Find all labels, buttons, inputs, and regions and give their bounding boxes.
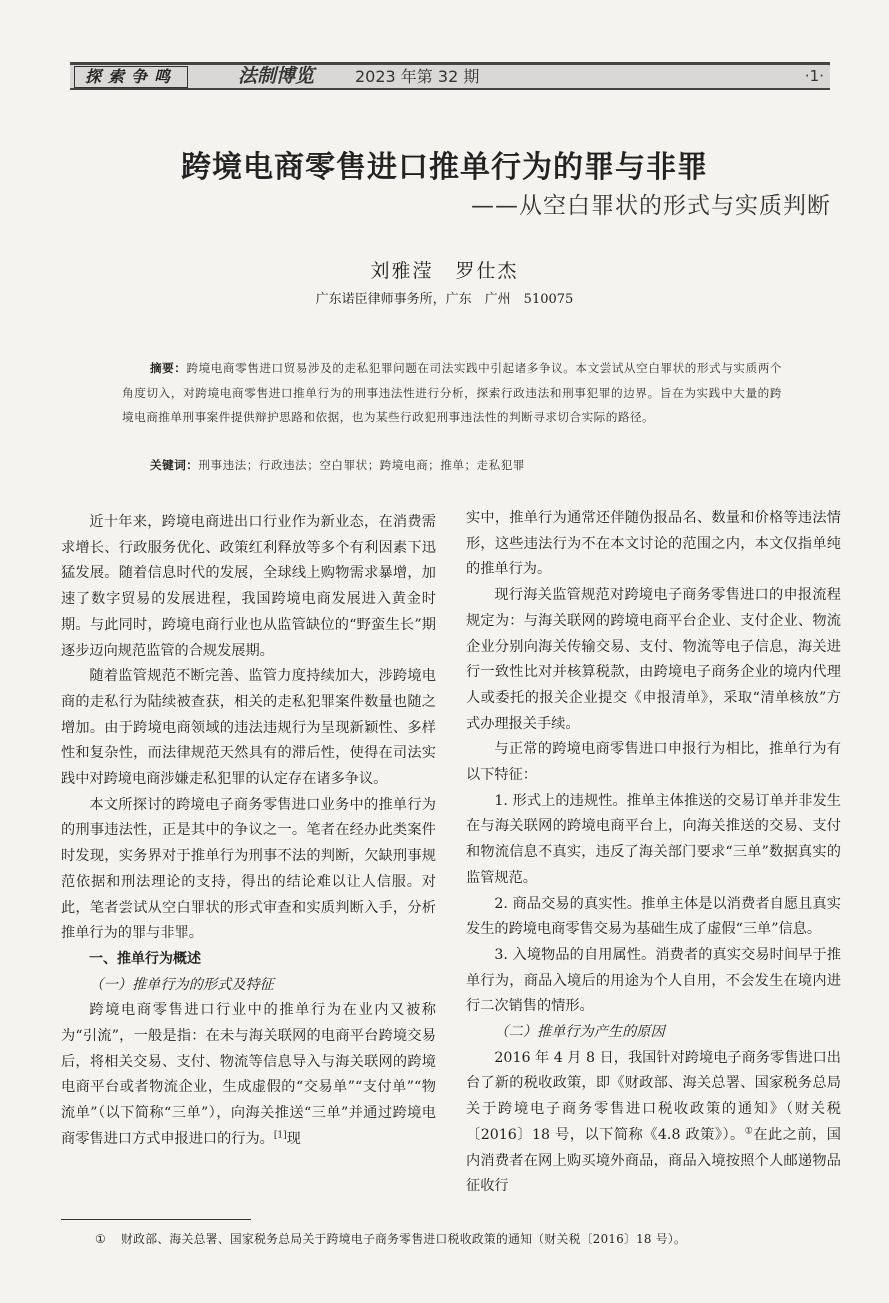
abstract-text: 跨境电商零售进口贸易涉及的走私犯罪问题在司法实践中引起诸多争议。本文尝试从空白罪状的形式与实质两个角度切入，对跨境电商零售进口推单行为的刑事违法性进行分析，探索行政违法和刑事犯罪的边界。旨在为实践中大量的跨境电商推单刑事案件提供辩护思路和依据，也为某些行政犯刑事违法性的判断寻求切合实际的路径。: [122, 361, 782, 424]
running-header: [70, 62, 830, 90]
body-paragraph: 近十年来，跨境电商进出口行业作为新业态，在消费需求增长、行政服务优化、政策红利释放等多个有利因素下迅猛发展。随着信息时代的发展，全球线上购物需求暴增，加速了数字贸易的发展进程，我国跨境电商发展进入黄金时期。与此同时，跨境电商行业也从监管缺位的“野蛮生长”期逐步迈向规范监管的合规发展期。: [61, 514, 436, 659]
left-column: [61, 510, 436, 1153]
body-paragraph: 本文所探讨的跨境电子商务零售进口业务中的推单行为的刑事违法性，正是其中的争议之一。笔者在经办此类案件时发现，实务界对于推单行为刑事不法的判断，欠缺刑事规范依据和刑法理论的支持，得出的结论难以让人信服。对此，笔者尝试从空白罪状的形式审查和实质判断入手，分析推单行为的罪与非罪。: [61, 796, 436, 942]
body-paragraph: 3. 入境物品的自用属性。消费者的真实交易时间早于推单行为，商品入境后的用途为个人自用，不会发生在境内进行二次销售的情形。: [466, 946, 841, 1015]
page-number: ·1·: [804, 67, 824, 85]
body-paragraph: 现行海关监管规范对跨境电子商务零售进口的申报流程规定为：与海关联网的跨境电商平台企业、支付企业、物流企业分别向海关传输交易、支付、物流等电子信息，海关进行一致性比对并核算税款，由跨境电子商务企业的境内代理人或委托的报关企业提交《申报清单》，采取“清单核放”方式办理报关手续。: [466, 587, 841, 732]
citation-ref[interactable]: [1]: [273, 1130, 287, 1141]
journal-name: 法制博览: [238, 65, 315, 87]
abstract: [122, 356, 782, 430]
section-heading: 一、推单行为概述: [89, 950, 201, 967]
footnote-ref[interactable]: ①: [744, 1126, 754, 1137]
body-paragraph: 1. 形式上的违规性。推单主体推送的交易订单并非发生在与海关联网的跨境电商平台上，向海关推送的交易、支付和物流信息不真实，违反了海关部门要求“三单”数据真实的监管规范。: [466, 792, 841, 886]
abstract-label: 摘要：: [150, 361, 187, 375]
body-text: 在此之前，国内消费者在网上购买境外商品，商品入境按照个人邮递物品征收行: [466, 1126, 841, 1195]
author-list: [0, 256, 889, 283]
body-paragraph: 2. 商品交易的真实性。推单主体是以消费者自愿且真实发生的跨境电商零售交易为基础生成了虚假“三单”信息。: [466, 895, 841, 938]
footnote-divider: [61, 1219, 251, 1220]
keywords-label: 关键词：: [150, 458, 199, 472]
subsection-heading: （二）推单行为产生的原因: [494, 1024, 665, 1041]
body-paragraph: 实中，推单行为通常还伴随伪报品名、数量和价格等违法情形，这些违法行为不在本文讨论的范围之内，本文仅指单纯的推单行为。: [466, 510, 841, 578]
body-paragraph: [466, 1046, 841, 1200]
article-subtitle: ——从空白罪状的形式与实质判断: [471, 193, 831, 219]
footnote-text: 财政部、海关总署、国家税务总局关于跨境电子商务零售进口税收政策的通知（财关税〔2016〕18 号）。: [121, 1232, 687, 1246]
body-paragraph: 随着监管规范不断完善、监管力度持续加大，涉跨境电商的走私行为陆续被查获，相关的走私犯罪案件数量也随之增加。由于跨境电商领域的违法违规行为呈现新颖性、多样性和复杂性，而法律规范天然具有的滞后性，使得在司法实践中对跨境电商涉嫌走私犯罪的认定存在诸多争议。: [61, 668, 436, 788]
subsection-heading: （一）推单行为的形式及特征: [89, 976, 274, 993]
article-title: 跨境电商零售进口推单行为的罪与非罪: [181, 150, 708, 185]
body-paragraph: 与正常的跨境电商零售进口申报行为相比，推单行为有以下特征：: [466, 741, 841, 784]
body-text: 2016 年 4 月 8 日，我国针对跨境电子商务零售进口出台了新的税收政策，即《财政部、海关总署、国家税务总局关于跨境电子商务零售进口税收政策的通知》（财关税〔2016〕18 号，以下简称《4.8 政策》）。: [466, 1049, 841, 1143]
footnote: [95, 1230, 835, 1248]
footnote-mark: ①: [95, 1232, 106, 1246]
author-affiliation: 广东诺臣律师事务所，广东 广州 510075: [315, 292, 574, 307]
right-column: [466, 506, 841, 1200]
column-name: 探索争鸣: [74, 66, 188, 88]
issue-label: 2023 年第 32 期: [355, 67, 480, 86]
body-text: 跨境电商零售进口行业中的推单行为在业内又被称为“引流”，一般是指：在未与海关联网的电商平台跨境交易后，将相关交易、支付、物流等信息导入与海关联网的跨境电商平台或者物流企业，生成虚假的“交易单”“支付单”“物流单”（以下简称“三单”），向海关推送“三单”并通过跨境电商零售进口方式申报进口的行为。: [61, 1002, 436, 1147]
keywords: [150, 454, 790, 476]
body-text: 现: [286, 1130, 301, 1147]
author-name: 罗仕杰: [455, 260, 519, 282]
body-paragraph: [61, 998, 436, 1152]
author-name: 刘雅滢: [370, 260, 434, 282]
keywords-text: 刑事违法；行政违法；空白罪状；跨境电商；推单；走私犯罪: [198, 458, 525, 472]
